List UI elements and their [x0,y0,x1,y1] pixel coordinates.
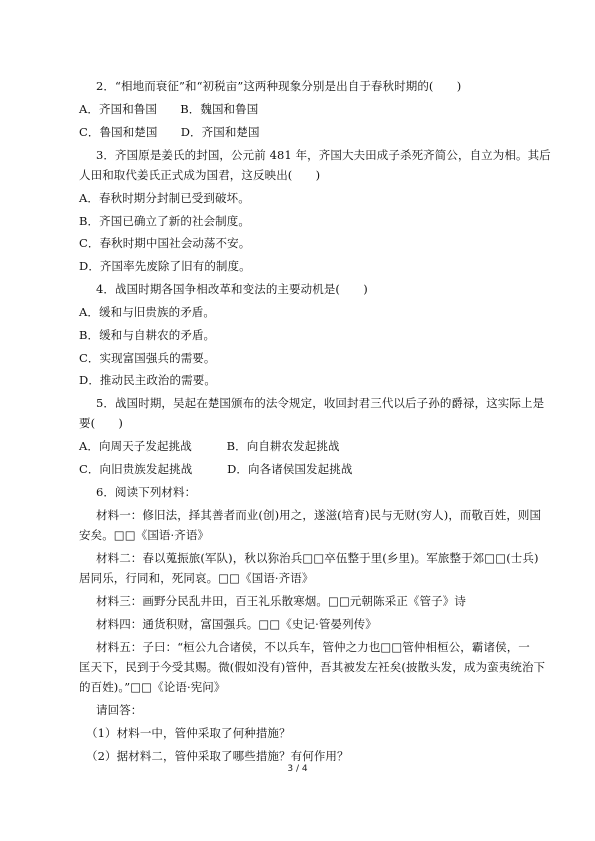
question-5-options-ab: A．向周天子发起挑战 B．向自耕农发起挑战 [79,439,340,453]
sub-question-1: （1）材料一中，管仲采取了何种措施？ [86,726,291,740]
material-2-cont: 居同乐，行同和，死同哀。□□《国语·齐语》 [79,571,314,585]
page-number: 3 / 4 [287,764,308,774]
question-2-stem: 2．“相地而衰征”和“初税亩”这两种现象分别是出自于春秋时期的( ) [96,79,462,93]
question-3-stem-cont: 人田和取代姜氏正式成为国君，这反映出( ) [79,168,321,182]
question-3-stem: 3．齐国原是姜氏的封国，公元前 481 年，齐国大夫田成子杀死齐简公，自立为相。其后 [96,148,551,162]
question-4-option-b: B．缓和与自耕农的矛盾。 [79,328,216,342]
material-5-cont-2: 的百姓)。”□□《论语·宪问》 [79,680,226,694]
question-4-option-a: A．缓和与旧贵族的矛盾。 [79,305,216,319]
question-2-options-cd: C．鲁国和楚国 D．齐国和楚国 [79,125,260,139]
question-5-options-cd: C．向旧贵族发起挑战 D．向各诸侯国发起挑战 [79,462,353,476]
sub-question-2: （2）据材料二，管仲采取了哪些措施？有何作用？ [86,749,349,763]
material-3: 材料三：画野分民乱井田，百王礼乐散寒烟。□□元朝陈采正《管子》诗 [96,594,466,608]
material-1-cont: 安矣。□□《国语·齐语》 [79,528,210,542]
material-1: 材料一：修旧法，择其善者而业(创)用之，遂滋(培育)民与无财(穷人)，而敬百姓，则国 [96,508,542,522]
question-4-option-d: D．推动民主政治的需要。 [79,373,216,387]
question-3-option-c: C．春秋时期中国社会动荡不安。 [79,236,251,250]
question-5-stem: 5．战国时期，吴起在楚国颁布的法令规定，收回封君三代以后子孙的爵禄，这实际上是 [96,396,545,410]
material-4: 材料四：通货积财，富国强兵。□□《史记·管晏列传》 [96,617,377,631]
question-4-option-c: C．实现富国强兵的需要。 [79,351,216,365]
question-3-option-d: D．齐国率先废除了旧有的制度。 [79,259,251,273]
material-5-cont: 匡天下，民到于今受其赐。微(假如没有)管仲，吾其被发左衽矣(披散头发，成为蛮夷统治下 [79,660,546,674]
answer-prompt: 请回答： [96,703,143,717]
material-5: 材料五：子曰：“桓公九合诸侯，不以兵车，管仲之力也□□管仲相桓公，霸诸侯，一 [96,640,530,654]
question-6-stem: 6．阅读下列材料： [96,485,197,499]
question-3-option-b: B．齐国已确立了新的社会制度。 [79,214,250,228]
material-2: 材料二：春以蒐振旅(军队)，秋以狝治兵□□卒伍整于里(乡里)。军旅整于郊□□(士兵) [96,551,539,565]
question-2-options-ab: A．齐国和鲁国 B．魏国和鲁国 [79,102,259,116]
question-3-option-a: A．春秋时期分封制已受到破坏。 [79,191,250,205]
question-5-stem-cont: 要( ) [79,416,123,430]
question-4-stem: 4．战国时期各国争相改革和变法的主要动机是( ) [96,282,368,296]
